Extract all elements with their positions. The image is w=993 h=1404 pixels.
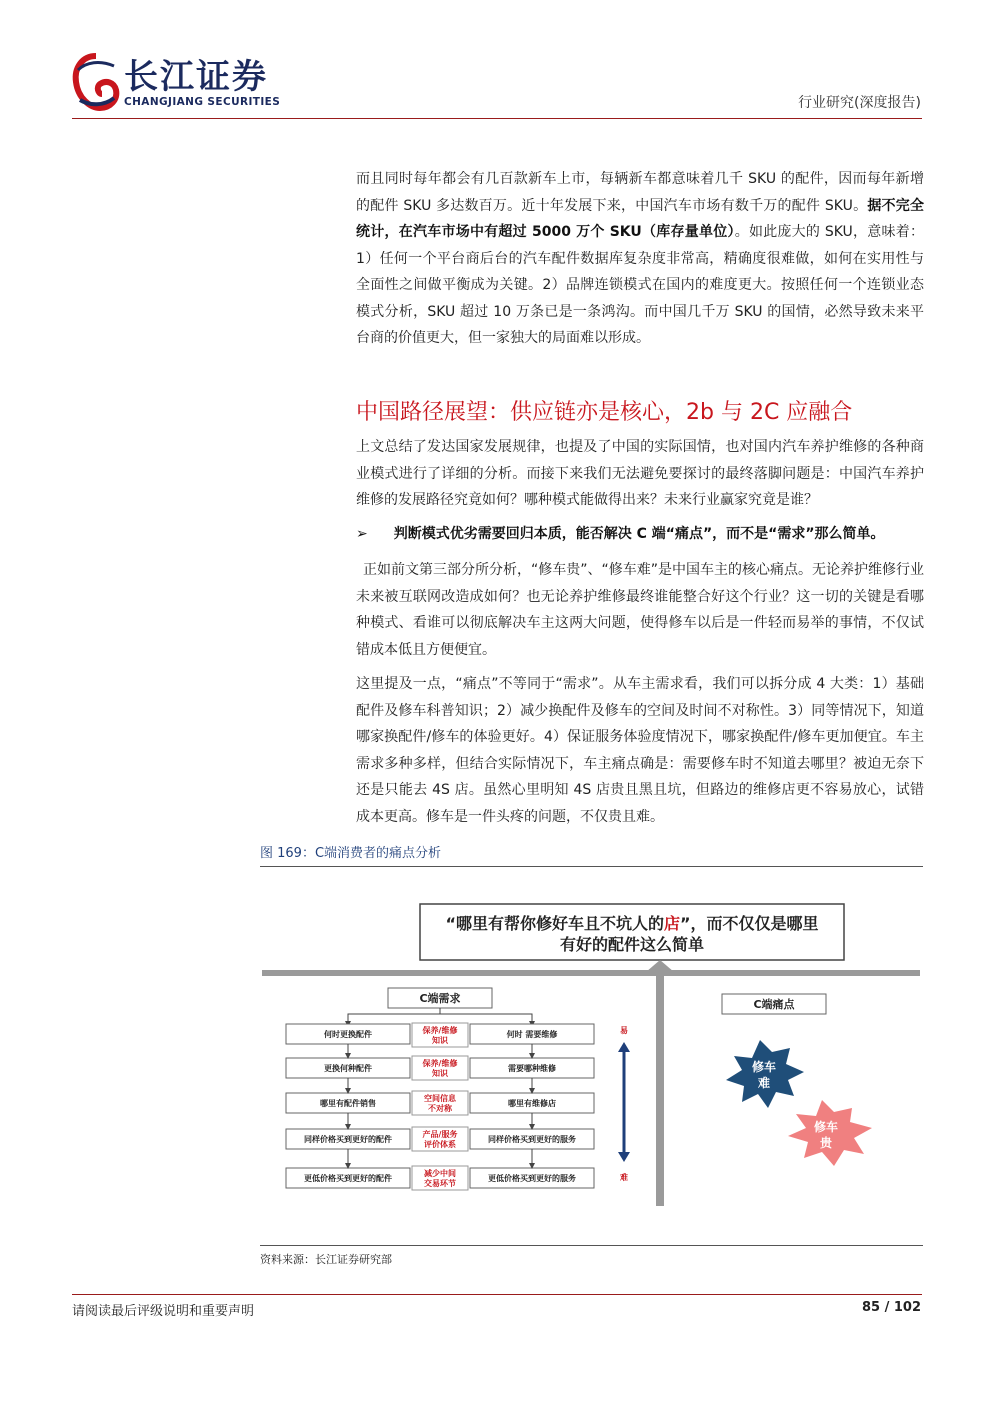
mid-item-1b: 知识 xyxy=(432,1036,448,1045)
burst-hard-line-2: 难 xyxy=(757,1076,771,1090)
demand-title: C端需求 xyxy=(419,992,461,1005)
paragraph-outlook: 上文总结了发达国家发展规律，也提及了中国的实际国情，也对国内汽车养护维修的各种商业模式进行了详细的分析。而接下来我们无法避免要探讨的最终落脚问题是：中国汽车养护维修的发展路径究竟如何？哪种模式能做得出来？未来行业赢家究竟是谁？ xyxy=(356,439,924,508)
mid-item-3a: 空间信息 xyxy=(424,1094,456,1103)
bullet-text: 判断模式优劣需要回归本质，能否解决 C 端“痛点”，而不是“需求”那么简单。 xyxy=(393,526,885,542)
scale-hard: 难 xyxy=(620,1173,628,1182)
burst-expensive-line-2: 贵 xyxy=(819,1136,833,1150)
burst-expensive-line-1: 修车 xyxy=(813,1120,839,1134)
left-item-1: 何时更换配件 xyxy=(324,1030,372,1039)
mid-item-4a: 产品/服务 xyxy=(422,1130,458,1139)
pain-title: C端痛点 xyxy=(753,998,795,1011)
horizontal-bar xyxy=(262,970,920,976)
up-arrow-icon xyxy=(646,960,674,972)
scale-easy: 易 xyxy=(620,1026,628,1035)
right-item-4: 同样价格买到更好的服务 xyxy=(488,1135,576,1144)
left-item-2: 更换何种配件 xyxy=(324,1064,372,1073)
header-divider xyxy=(72,118,922,119)
paragraph-sku xyxy=(356,166,924,352)
right-item-1: 何时 需要维修 xyxy=(506,1030,558,1039)
scale-up-arrow-icon xyxy=(618,1042,630,1052)
disclaimer-link[interactable]: 请阅读最后评级说明和重要声明 xyxy=(72,1304,255,1319)
difficulty-scale xyxy=(618,1025,630,1182)
burst-hard-line-1: 修车 xyxy=(751,1060,777,1074)
section-title: 中国路径展望：供应链亦是核心，2b 与 2C 应融合 xyxy=(356,400,853,425)
right-column xyxy=(470,1024,594,1188)
right-item-5: 更低价格买到更好的服务 xyxy=(488,1174,576,1183)
mid-item-1a: 保养/维修 xyxy=(422,1026,458,1035)
bullet-arrow-icon: ➢ xyxy=(356,526,368,542)
figure-source: 资料来源：长江证券研究部 xyxy=(260,1253,392,1266)
paragraph-sku-b: 。如此庞大的 SKU，意味着：1）任何一个平台商后台的汽车配件数据库复杂度非常高，精确度很难做，如何在实用性与全面性之间做平衡成为关键。2）品牌连锁模式在国内的难度更大。按照任何一个连锁业态模式分析，SKU 超过 10 万条已是一条鸿沟。而中国几千万 SKU 的国情，必然导致未来平台商的价值更大，但一家独大的局面难以形成。 xyxy=(356,224,925,346)
vertical-bar xyxy=(656,972,664,1206)
middle-column xyxy=(412,1023,468,1190)
report-type: 行业研究(深度报告) xyxy=(798,95,921,111)
left-column xyxy=(286,1024,410,1188)
headline-line-1: “哪里有帮你修好车且不坑人的店”，而不仅仅是哪里 xyxy=(445,914,819,933)
headline-line-2: 有好的配件这么简单 xyxy=(559,935,705,954)
left-item-4: 同样价格买到更好的配件 xyxy=(304,1135,392,1144)
scale-down-arrow-icon xyxy=(618,1152,630,1162)
right-item-3: 哪里有维修店 xyxy=(508,1099,556,1108)
mid-item-4b: 评价体系 xyxy=(424,1140,456,1149)
right-item-2: 需要哪种维修 xyxy=(508,1064,556,1073)
mid-item-2b: 知识 xyxy=(432,1069,448,1078)
mid-item-2a: 保养/维修 xyxy=(422,1059,458,1068)
paragraph-sku-bold: 据不完全统计，在汽车市场中有超过 5000 万个 SKU（库存量单位） xyxy=(356,197,925,240)
paragraph-pain-points: 正如前文第三部分所分析，“修车贵”、“修车难”是中国车主的核心痛点。无论养护维修行业未来被互联网改造成如何？也无论养护维修最终谁能整合好这个行业？这一切的关键是看哪种模式、看谁可以彻底解决车主这两大问题，使得修车以后是一件轻而易举的事情，不仅试错成本低且方便便宜。 xyxy=(356,562,925,658)
brand-name: 长江证券 xyxy=(124,57,268,97)
footer-divider xyxy=(72,1294,922,1295)
paragraph-demand: 这里提及一点，“痛点”不等同于“需求”。从车主需求看，我们可以拆分成 4 大类：1）基础配件及修车科普知识；2）减少换配件及修车的空间及时间不对称性。3）同等情况下，知道哪家换配件/修车的体验更好。4）保证服务体验度情况下，哪家换配件/修车更加便宜。车主需求多种多样，但结合实际情况下，车主痛点确是：需要修车时不知道去哪里？被迫无奈下还是只能去 4S 店。虽然心里明知 4S 店贵且黑且坑，但路边的维修店更不容易放心，试错成本更高。修车是一件头疼的问题，不仅贵且难。 xyxy=(356,676,924,825)
figure-bottom-rule xyxy=(260,1245,923,1246)
mid-item-5b: 交易环节 xyxy=(424,1179,456,1188)
mid-item-3b: 不对称 xyxy=(428,1104,452,1113)
left-item-3: 哪里有配件销售 xyxy=(320,1099,376,1108)
left-item-5: 更低价格买到更好的配件 xyxy=(304,1174,392,1183)
mid-item-5a: 减少中间 xyxy=(424,1169,456,1178)
figure-caption: 图 169：C端消费者的痛点分析 xyxy=(260,846,442,861)
paragraph-sku-a: 而且同时每年都会有几百款新车上市，每辆新车都意味着几千 SKU 的配件，因而每年新增的配件 SKU 多达数百万。近十年发展下来，中国汽车市场有数千万的配件 SKU。 xyxy=(356,171,924,214)
page-number: 85 / 102 xyxy=(861,1300,921,1315)
changjiang-logo-icon xyxy=(70,52,122,112)
burst-hard-icon xyxy=(726,1040,804,1108)
brand-name-en: CHANGJIANG SECURITIES xyxy=(124,96,281,108)
pain-point-diagram xyxy=(260,868,923,1244)
bullet-point xyxy=(356,523,885,543)
figure-top-rule xyxy=(260,866,923,867)
